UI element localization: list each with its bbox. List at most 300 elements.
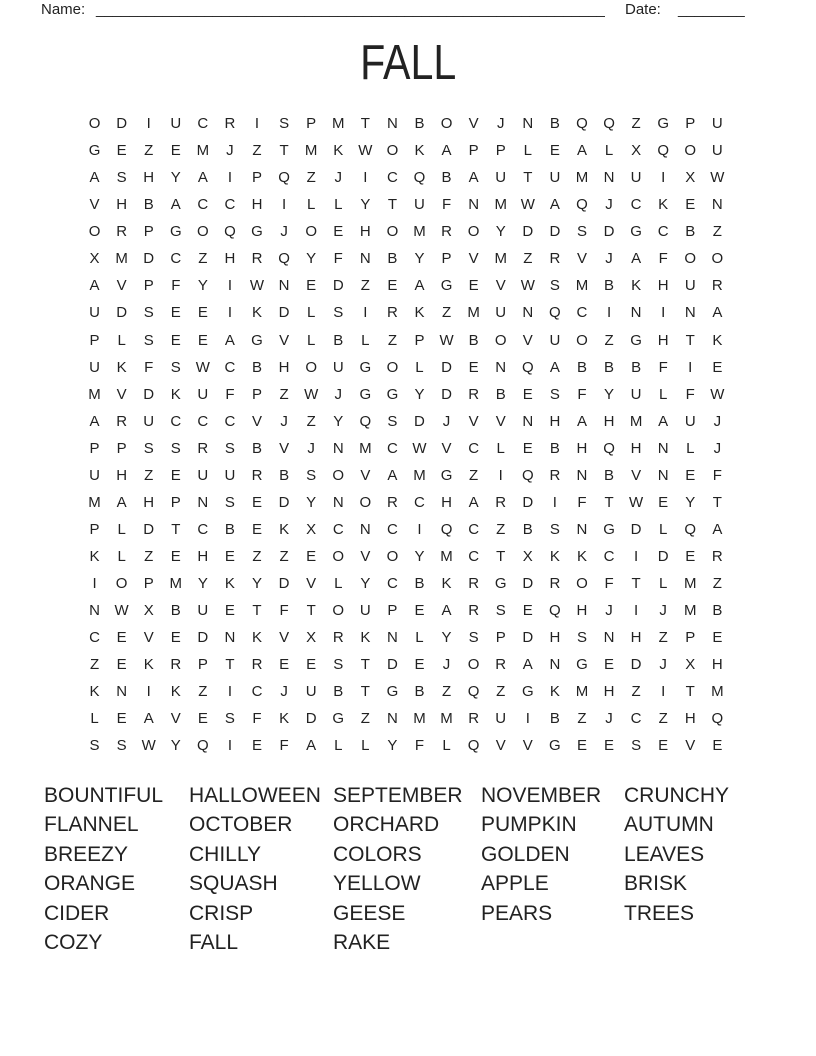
grid-letter: D (278, 575, 290, 593)
grid-letter: E (387, 277, 398, 295)
grid-letter: E (522, 385, 533, 403)
grid-letter: Z (387, 331, 397, 349)
grid-letter: N (603, 629, 615, 647)
word-list-column (481, 781, 601, 928)
grid-letter: T (523, 169, 533, 187)
grid-letter: R (468, 710, 480, 728)
grid-letter: K (549, 683, 560, 701)
grid-letter: N (576, 520, 588, 538)
grid-letter: T (171, 520, 181, 538)
word-list-item: COLORS (333, 842, 422, 866)
grid-letter: P (387, 602, 398, 620)
grid-letter: B (549, 439, 560, 457)
grid-letter: I (227, 737, 233, 755)
grid-letter: C (170, 412, 182, 430)
word-list-item: NOVEMBER (481, 784, 602, 807)
grid-letter: K (170, 683, 181, 701)
grid-letter: P (197, 656, 208, 674)
grid-letter: G (603, 520, 615, 538)
grid-letter: A (89, 412, 100, 430)
grid-letter: J (605, 196, 613, 214)
grid-letter: N (386, 629, 398, 647)
grid-letter: B (143, 196, 154, 214)
grid-letter: S (224, 710, 235, 728)
grid-letter: V (279, 331, 290, 349)
grid-letter: T (604, 493, 614, 511)
word-list-item: ORANGE (44, 872, 136, 896)
grid-letter: Y (252, 575, 263, 593)
grid-letter: R (170, 656, 182, 674)
grid-letter: R (468, 385, 480, 403)
grid-letter: D (143, 520, 155, 538)
word-list-item: YELLOW (333, 872, 421, 896)
grid-letter: G (359, 385, 372, 403)
grid-letter: E (604, 656, 615, 674)
grid-letter: N (332, 439, 344, 457)
grid-letter: K (279, 710, 290, 728)
grid-letter: E (116, 629, 127, 647)
grid-letter: A (712, 520, 723, 538)
grid-letter: B (414, 575, 425, 593)
grid-letter: K (279, 520, 290, 538)
grid-letter: D (116, 115, 128, 133)
grid-letter: G (386, 683, 399, 701)
grid-letter: C (468, 548, 480, 566)
grid-letter: R (116, 412, 128, 430)
grid-letter: Z (198, 250, 208, 268)
grid-letter: I (417, 520, 422, 538)
grid-letter: A (468, 169, 479, 187)
grid-letter: D (549, 223, 561, 241)
grid-letter: K (712, 331, 723, 349)
grid-letter: Y (360, 575, 371, 593)
grid-letter: Z (279, 385, 289, 403)
grid-letter: L (659, 520, 668, 538)
grid-letter: Y (170, 737, 181, 755)
grid-letter: A (89, 169, 100, 187)
grid-letter: S (143, 331, 154, 349)
grid-letter: S (468, 629, 479, 647)
grid-letter: B (604, 358, 615, 376)
grid-letter: B (631, 358, 642, 376)
grid-letter: K (414, 142, 425, 160)
grid-letter: D (278, 304, 290, 322)
grid-letter: L (306, 304, 316, 322)
grid-letter: O (467, 223, 480, 241)
grid-letter: G (576, 656, 588, 674)
grid-letter: E (197, 304, 208, 322)
grid-letter: Z (252, 548, 262, 566)
grid-letter: B (170, 602, 181, 620)
grid-letter: A (522, 656, 533, 674)
grid-letter: Q (197, 737, 209, 755)
grid-letter: D (630, 656, 642, 674)
grid-letter: U (170, 115, 182, 133)
grid-letter: B (495, 385, 506, 403)
grid-letter: E (252, 493, 263, 511)
grid-letter: O (88, 223, 101, 241)
grid-letter: D (522, 575, 534, 593)
grid-letter: R (386, 493, 398, 511)
grid-letter: T (279, 142, 289, 160)
grid-letter: C (386, 169, 398, 187)
grid-letter: G (494, 575, 507, 593)
grid-letter: S (279, 115, 290, 133)
grid-letter: H (630, 629, 642, 647)
grid-letter: Y (333, 412, 344, 430)
grid-letter: Y (360, 196, 371, 214)
grid-letter: C (251, 683, 263, 701)
grid-letter: U (143, 412, 155, 430)
grid-letter: A (441, 142, 452, 160)
grid-letter: K (360, 629, 371, 647)
grid-letter: Z (89, 656, 100, 674)
grid-letter: E (279, 656, 290, 674)
grid-letter: E (197, 331, 208, 349)
grid-letter: H (143, 493, 155, 511)
grid-letter: D (522, 629, 534, 647)
grid-letter: P (495, 142, 506, 160)
grid-letter: G (630, 331, 642, 349)
grid-letter: O (197, 223, 209, 241)
word-list-item: CRUNCHY (624, 784, 729, 807)
grid-letter: R (441, 223, 452, 241)
grid-letter: U (89, 466, 100, 484)
grid-letter: C (170, 250, 182, 268)
grid-letter: C (197, 196, 209, 214)
grid-letter: L (117, 520, 126, 538)
grid-letter: G (657, 115, 670, 133)
grid-letter: K (116, 358, 127, 376)
grid-letter: G (440, 466, 453, 484)
grid-letter: L (334, 196, 343, 214)
grid-letter: G (169, 223, 182, 241)
grid-letter: A (468, 493, 479, 511)
grid-letter: K (252, 629, 263, 647)
grid-letter: O (711, 250, 724, 268)
grid-letter: D (603, 223, 615, 241)
grid-letter: R (711, 277, 723, 295)
grid-letter: W (304, 385, 319, 403)
word-list-item: TREES (624, 901, 695, 925)
name-label: Name: (41, 1, 86, 18)
grid-letter: V (495, 412, 506, 430)
grid-letter: S (116, 169, 127, 187)
grid-letter: T (685, 331, 695, 349)
grid-letter: J (659, 656, 667, 674)
grid-letter: U (197, 466, 209, 484)
grid-letter: M (115, 250, 128, 268)
grid-letter: K (224, 575, 235, 593)
grid-letter: E (224, 548, 235, 566)
grid-letter: V (279, 629, 290, 647)
grid-letter: M (331, 115, 345, 133)
puzzle-title (0, 37, 816, 91)
grid-letter: X (685, 169, 696, 187)
grid-letter: E (604, 737, 615, 755)
grid-letter: D (305, 710, 317, 728)
word-list-item: HALLOWEEN (189, 784, 321, 807)
grid-letter: Z (144, 548, 154, 566)
grid-letter: E (712, 737, 723, 755)
grid-letter: O (88, 115, 101, 133)
grid-letter: H (711, 656, 723, 674)
grid-letter: X (631, 142, 642, 160)
grid-letter: V (360, 548, 371, 566)
grid-letter: N (711, 196, 723, 214)
word-list-column (44, 781, 163, 957)
grid-letter: U (305, 683, 317, 701)
grid-letter: B (387, 250, 398, 268)
grid-letter: Z (360, 277, 370, 295)
grid-letter: F (279, 737, 289, 755)
grid-letter: S (116, 737, 127, 755)
grid-letter: C (224, 358, 236, 376)
grid-letter: C (332, 520, 344, 538)
grid-letter: M (304, 142, 318, 160)
grid-letter: A (414, 277, 425, 295)
grid-letter: Q (576, 115, 588, 133)
grid-letter: F (279, 602, 289, 620)
grid-letter: B (333, 331, 344, 349)
grid-letter: P (143, 223, 154, 241)
grid-letter: H (143, 169, 155, 187)
word-list-item: OCTOBER (189, 813, 293, 837)
grid-letter: S (306, 466, 317, 484)
grid-letter: S (631, 737, 642, 755)
grid-letter: Q (603, 439, 615, 457)
grid-letter: V (631, 466, 642, 484)
grid-letter: Z (144, 466, 154, 484)
grid-letter: A (441, 602, 452, 620)
grid-letter: E (224, 602, 235, 620)
grid-letter: U (549, 331, 561, 349)
grid-letter: V (143, 629, 154, 647)
grid-letter: J (307, 439, 315, 457)
grid-letter: F (685, 385, 695, 403)
grid-letter: N (657, 439, 669, 457)
grid-letter: K (333, 142, 344, 160)
grid-letter: H (359, 223, 371, 241)
grid-letter: I (363, 304, 368, 322)
grid-letter: D (630, 520, 642, 538)
grid-letter: E (306, 656, 317, 674)
grid-letter: B (549, 115, 560, 133)
grid-letter: E (712, 358, 723, 376)
grid-letter: D (143, 385, 155, 403)
word-list-item: BREEZY (44, 842, 129, 866)
grid-letter: F (414, 737, 425, 755)
grid-letter: L (659, 575, 668, 593)
grid-letter: O (440, 115, 453, 133)
grid-letter: Y (414, 385, 425, 403)
grid-letter: Z (198, 683, 208, 701)
grid-letter: D (414, 412, 425, 430)
grid-letter: Z (496, 520, 506, 538)
grid-letter: S (549, 277, 560, 295)
grid-letter: Z (604, 331, 614, 349)
grid-letter: G (521, 683, 534, 701)
word-list-item: AUTUMN (624, 813, 714, 837)
grid-letter: V (468, 115, 479, 133)
grid-letter: A (549, 196, 560, 214)
grid-letter: V (468, 412, 479, 430)
grid-letter: L (496, 439, 505, 457)
grid-letter: M (440, 710, 453, 728)
grid-letter: E (116, 142, 127, 160)
grid-letter: P (252, 169, 263, 187)
grid-letter: M (575, 169, 589, 187)
grid-letter: T (252, 602, 262, 620)
grid-letter: K (143, 656, 154, 674)
grid-letter: J (496, 115, 505, 133)
grid-letter: D (197, 629, 209, 647)
grid-letter: V (116, 277, 127, 295)
grid-letter: J (280, 223, 288, 241)
name-blank-line: _____________________________________________________________ (96, 1, 605, 18)
grid-letter: Z (252, 142, 262, 160)
letter-grid (81, 110, 731, 760)
grid-letter: S (495, 602, 506, 620)
grid-letter: Q (224, 223, 236, 241)
grid-letter: F (712, 466, 722, 484)
grid-letter: T (712, 493, 722, 511)
grid-letter: O (386, 223, 399, 241)
grid-letter: F (577, 385, 587, 403)
grid-letter: P (441, 250, 452, 268)
grid-letter: W (629, 493, 644, 511)
grid-letter: Q (521, 466, 534, 484)
grid-letter: B (604, 466, 615, 484)
grid-letter: B (441, 169, 452, 187)
grid-letter: H (576, 439, 588, 457)
grid-letter: R (468, 575, 480, 593)
grid-letter: A (576, 412, 587, 430)
grid-letter: D (441, 358, 452, 376)
word-list-item: LEAVES (624, 842, 705, 866)
grid-letter: I (661, 304, 666, 322)
grid-letter: H (576, 602, 588, 620)
grid-letter: O (467, 656, 480, 674)
grid-letter: R (251, 466, 263, 484)
grid-letter: H (224, 250, 236, 268)
grid-letter: I (146, 683, 151, 701)
grid-letter: O (494, 331, 507, 349)
grid-letter: E (116, 710, 127, 728)
grid-letter: V (522, 737, 533, 755)
grid-letter: H (549, 629, 561, 647)
grid-letter: Q (521, 358, 534, 376)
grid-letter: V (522, 331, 533, 349)
grid-letter: B (576, 358, 587, 376)
grid-letter: I (634, 548, 639, 566)
grid-letter: I (92, 575, 97, 593)
grid-letter: I (634, 602, 639, 620)
grid-letter: Q (549, 304, 561, 322)
grid-letter: C (468, 520, 480, 538)
grid-letter: U (684, 277, 696, 295)
grid-letter: I (227, 304, 233, 322)
word-list-column (624, 781, 729, 928)
grid-letter: Z (496, 683, 506, 701)
grid-letter: L (117, 331, 126, 349)
grid-letter: G (359, 358, 372, 376)
grid-letter: R (251, 250, 263, 268)
grid-letter: T (685, 683, 695, 701)
grid-letter: O (332, 602, 345, 620)
grid-letter: B (549, 710, 560, 728)
grid-letter: C (89, 629, 100, 647)
grid-letter: L (334, 737, 343, 755)
grid-letter: Y (197, 575, 208, 593)
grid-letter: Z (658, 710, 668, 728)
grid-letter: Y (197, 277, 208, 295)
grid-letter: U (197, 385, 209, 403)
grid-letter: A (306, 737, 317, 755)
grid-letter: Q (549, 602, 561, 620)
grid-letter: N (332, 493, 344, 511)
grid-letter: R (549, 466, 561, 484)
grid-letter: W (249, 277, 265, 295)
grid-letter: E (658, 737, 669, 755)
grid-letter: G (332, 710, 345, 728)
grid-letter: A (387, 466, 398, 484)
grid-letter: U (684, 412, 696, 430)
grid-letter: E (306, 277, 317, 295)
grid-letter: R (711, 548, 723, 566)
grid-letter: C (576, 304, 588, 322)
grid-letter: T (387, 196, 397, 214)
grid-letter: I (227, 277, 233, 295)
word-list-item: COZY (44, 931, 103, 955)
grid-letter: C (197, 115, 209, 133)
grid-letter: S (387, 412, 398, 430)
grid-letter: G (386, 385, 399, 403)
grid-letter: P (468, 142, 479, 160)
grid-letter: S (576, 223, 587, 241)
grid-letter: H (603, 683, 615, 701)
grid-letter: L (523, 142, 532, 160)
grid-letter: J (659, 602, 667, 620)
grid-letter: N (657, 466, 669, 484)
grid-letter: E (252, 520, 263, 538)
grid-letter: S (170, 439, 181, 457)
word-list-item: APPLE (481, 872, 549, 896)
grid-letter: I (227, 169, 233, 187)
grid-letter: M (413, 223, 426, 241)
grid-letter: S (576, 629, 587, 647)
grid-letter: A (631, 250, 642, 268)
grid-letter: A (143, 710, 154, 728)
grid-letter: Z (144, 142, 154, 160)
grid-letter: J (713, 412, 722, 430)
grid-letter: N (522, 304, 534, 322)
grid-letter: U (224, 466, 236, 484)
grid-letter: Q (278, 169, 290, 187)
grid-letter: O (359, 493, 372, 511)
grid-letter: J (605, 602, 613, 620)
grid-letter: E (685, 548, 696, 566)
grid-letter: R (495, 493, 507, 511)
grid-letter: C (386, 575, 398, 593)
grid-letter: G (630, 223, 642, 241)
grid-letter: M (494, 196, 507, 214)
grid-letter: A (658, 412, 669, 430)
grid-letter: E (712, 629, 723, 647)
grid-letter: E (252, 737, 263, 755)
grid-letter: C (414, 493, 425, 511)
grid-letter: K (89, 548, 100, 566)
